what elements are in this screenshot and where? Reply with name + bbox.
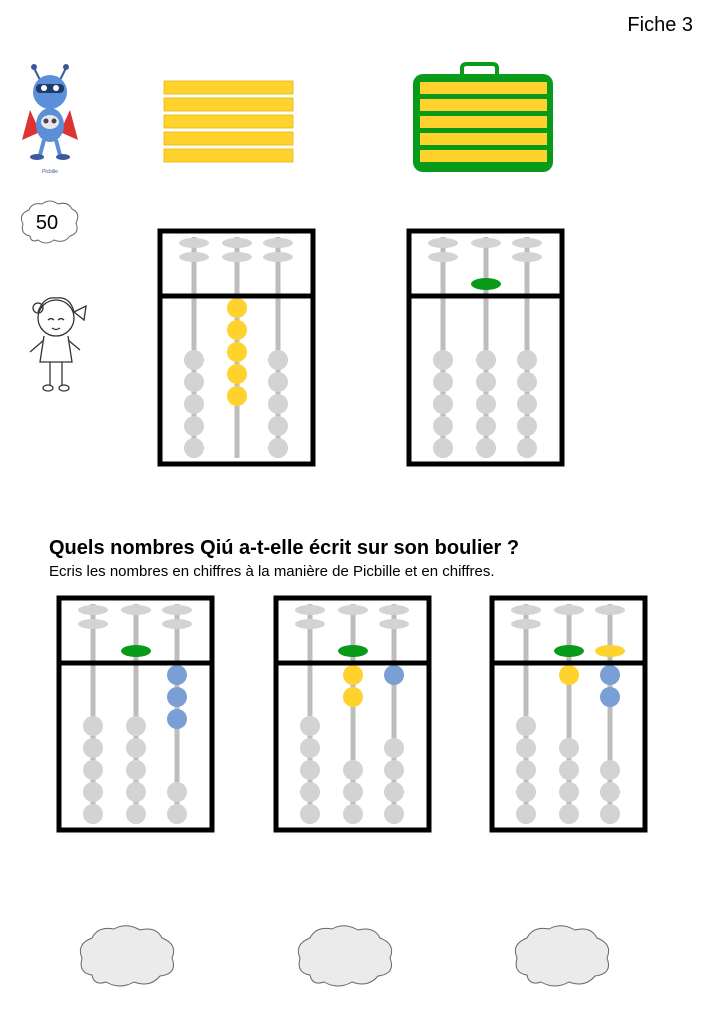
lower-bead-grey: [559, 782, 579, 802]
lower-bead-grey: [600, 760, 620, 780]
lower-bead-grey: [343, 760, 363, 780]
lower-bead-grey: [433, 350, 453, 370]
lower-bead-active: [559, 665, 579, 685]
lower-bead-grey: [83, 716, 103, 736]
yellow-strips: [164, 81, 293, 162]
lower-bead-grey: [268, 350, 288, 370]
lower-bead-grey: [268, 394, 288, 414]
lower-bead-active: [227, 386, 247, 406]
lower-bead-grey: [516, 804, 536, 824]
lower-bead-grey: [83, 782, 103, 802]
picbille-character: [22, 64, 78, 175]
upper-bead-grey: [512, 252, 542, 262]
upper-bead-green: [338, 645, 368, 657]
suitcase-icon: [413, 64, 553, 172]
lower-bead-grey: [559, 804, 579, 824]
lower-bead-grey: [167, 804, 187, 824]
lower-bead-grey: [343, 804, 363, 824]
lower-bead-grey: [384, 738, 404, 758]
qiu-character: [30, 298, 86, 391]
lower-bead-active: [227, 342, 247, 362]
lower-bead-grey: [517, 438, 537, 458]
lower-bead-grey: [184, 416, 204, 436]
lower-bead-grey: [433, 416, 453, 436]
lower-bead-grey: [384, 782, 404, 802]
lower-bead-grey: [384, 760, 404, 780]
lower-bead-active: [343, 665, 363, 685]
upper-bead-grey: [179, 238, 209, 248]
upper-bead-grey: [511, 605, 541, 615]
lower-bead-active: [227, 364, 247, 384]
upper-bead-green: [554, 645, 584, 657]
lower-bead-grey: [184, 394, 204, 414]
upper-bead-grey: [295, 619, 325, 629]
lower-bead-grey: [600, 782, 620, 802]
upper-bead-grey: [338, 605, 368, 615]
lower-bead-active: [600, 687, 620, 707]
lower-bead-active: [167, 687, 187, 707]
lower-bead-active: [600, 665, 620, 685]
lower-bead-grey: [433, 394, 453, 414]
lower-bead-grey: [516, 760, 536, 780]
lower-bead-grey: [476, 350, 496, 370]
lower-bead-active: [167, 709, 187, 729]
lower-bead-grey: [300, 738, 320, 758]
lower-bead-grey: [476, 438, 496, 458]
upper-bead-grey: [379, 605, 409, 615]
lower-bead-grey: [559, 738, 579, 758]
lower-bead-grey: [300, 804, 320, 824]
answer-cloud-3[interactable]: [515, 926, 608, 986]
lower-bead-grey: [516, 782, 536, 802]
upper-bead-grey: [78, 605, 108, 615]
lower-bead-active: [167, 665, 187, 685]
upper-bead-grey: [263, 252, 293, 262]
abacus-layer: [59, 231, 645, 830]
lower-bead-grey: [517, 372, 537, 392]
lower-bead-active: [227, 298, 247, 318]
upper-bead-grey: [162, 619, 192, 629]
lower-bead-grey: [343, 782, 363, 802]
lower-bead-grey: [300, 716, 320, 736]
lower-bead-grey: [83, 738, 103, 758]
answer-cloud-1[interactable]: [80, 926, 173, 986]
cloud-number: 50: [35, 212, 59, 234]
lower-bead-grey: [126, 738, 146, 758]
upper-bead-grey: [222, 238, 252, 248]
upper-bead-grey: [162, 605, 192, 615]
exercise-question: Quels nombres Qiú a-t-elle écrit sur son boulier ?: [49, 537, 520, 559]
lower-bead-grey: [600, 804, 620, 824]
lower-bead-active: [384, 665, 404, 685]
lower-bead-grey: [83, 760, 103, 780]
abacus-example-1: [160, 231, 313, 464]
lower-bead-active: [227, 320, 247, 340]
abacus-example-2: [409, 231, 562, 464]
upper-bead-grey: [295, 605, 325, 615]
upper-bead-green: [471, 278, 501, 290]
lower-bead-grey: [300, 760, 320, 780]
abacus-exercise-1: [59, 598, 212, 830]
exercise-instruction: Ecris les nombres en chiffres à la manière de Picbille et en chiffres.: [49, 563, 495, 580]
lower-bead-grey: [476, 372, 496, 392]
lower-bead-grey: [517, 394, 537, 414]
upper-bead-grey: [379, 619, 409, 629]
lower-bead-grey: [83, 804, 103, 824]
upper-bead-grey: [263, 238, 293, 248]
lower-bead-grey: [384, 804, 404, 824]
lower-bead-grey: [516, 716, 536, 736]
upper-bead-grey: [511, 619, 541, 629]
lower-bead-grey: [126, 716, 146, 736]
lower-bead-grey: [184, 350, 204, 370]
lower-bead-grey: [167, 782, 187, 802]
upper-bead-grey: [595, 605, 625, 615]
lower-bead-grey: [126, 760, 146, 780]
lower-bead-grey: [516, 738, 536, 758]
lower-bead-grey: [433, 438, 453, 458]
lower-bead-grey: [433, 372, 453, 392]
upper-bead-grey: [471, 238, 501, 248]
lower-bead-grey: [184, 372, 204, 392]
lower-bead-grey: [517, 350, 537, 370]
answer-clouds: [80, 926, 608, 986]
upper-bead-yellow: [595, 645, 625, 657]
lower-bead-grey: [184, 438, 204, 458]
abacus-exercise-2: [276, 598, 429, 830]
upper-bead-grey: [78, 619, 108, 629]
upper-bead-grey: [179, 252, 209, 262]
upper-bead-grey: [428, 252, 458, 262]
lower-bead-grey: [517, 416, 537, 436]
answer-cloud-2[interactable]: [298, 926, 391, 986]
upper-bead-grey: [512, 238, 542, 248]
lower-bead-grey: [559, 760, 579, 780]
lower-bead-active: [343, 687, 363, 707]
lower-bead-grey: [126, 782, 146, 802]
number-cloud: [21, 201, 77, 243]
upper-bead-green: [121, 645, 151, 657]
lower-bead-grey: [268, 438, 288, 458]
upper-bead-grey: [554, 605, 584, 615]
lower-bead-grey: [300, 782, 320, 802]
upper-bead-grey: [428, 238, 458, 248]
lower-bead-grey: [126, 804, 146, 824]
upper-bead-grey: [121, 605, 151, 615]
lower-bead-grey: [476, 394, 496, 414]
lower-bead-grey: [268, 372, 288, 392]
abacus-exercise-3: [492, 598, 645, 830]
upper-bead-grey: [222, 252, 252, 262]
lower-bead-grey: [476, 416, 496, 436]
lower-bead-grey: [268, 416, 288, 436]
picbille-caption: Picbille: [42, 169, 58, 175]
sheet-label: Fiche 3: [627, 14, 693, 36]
